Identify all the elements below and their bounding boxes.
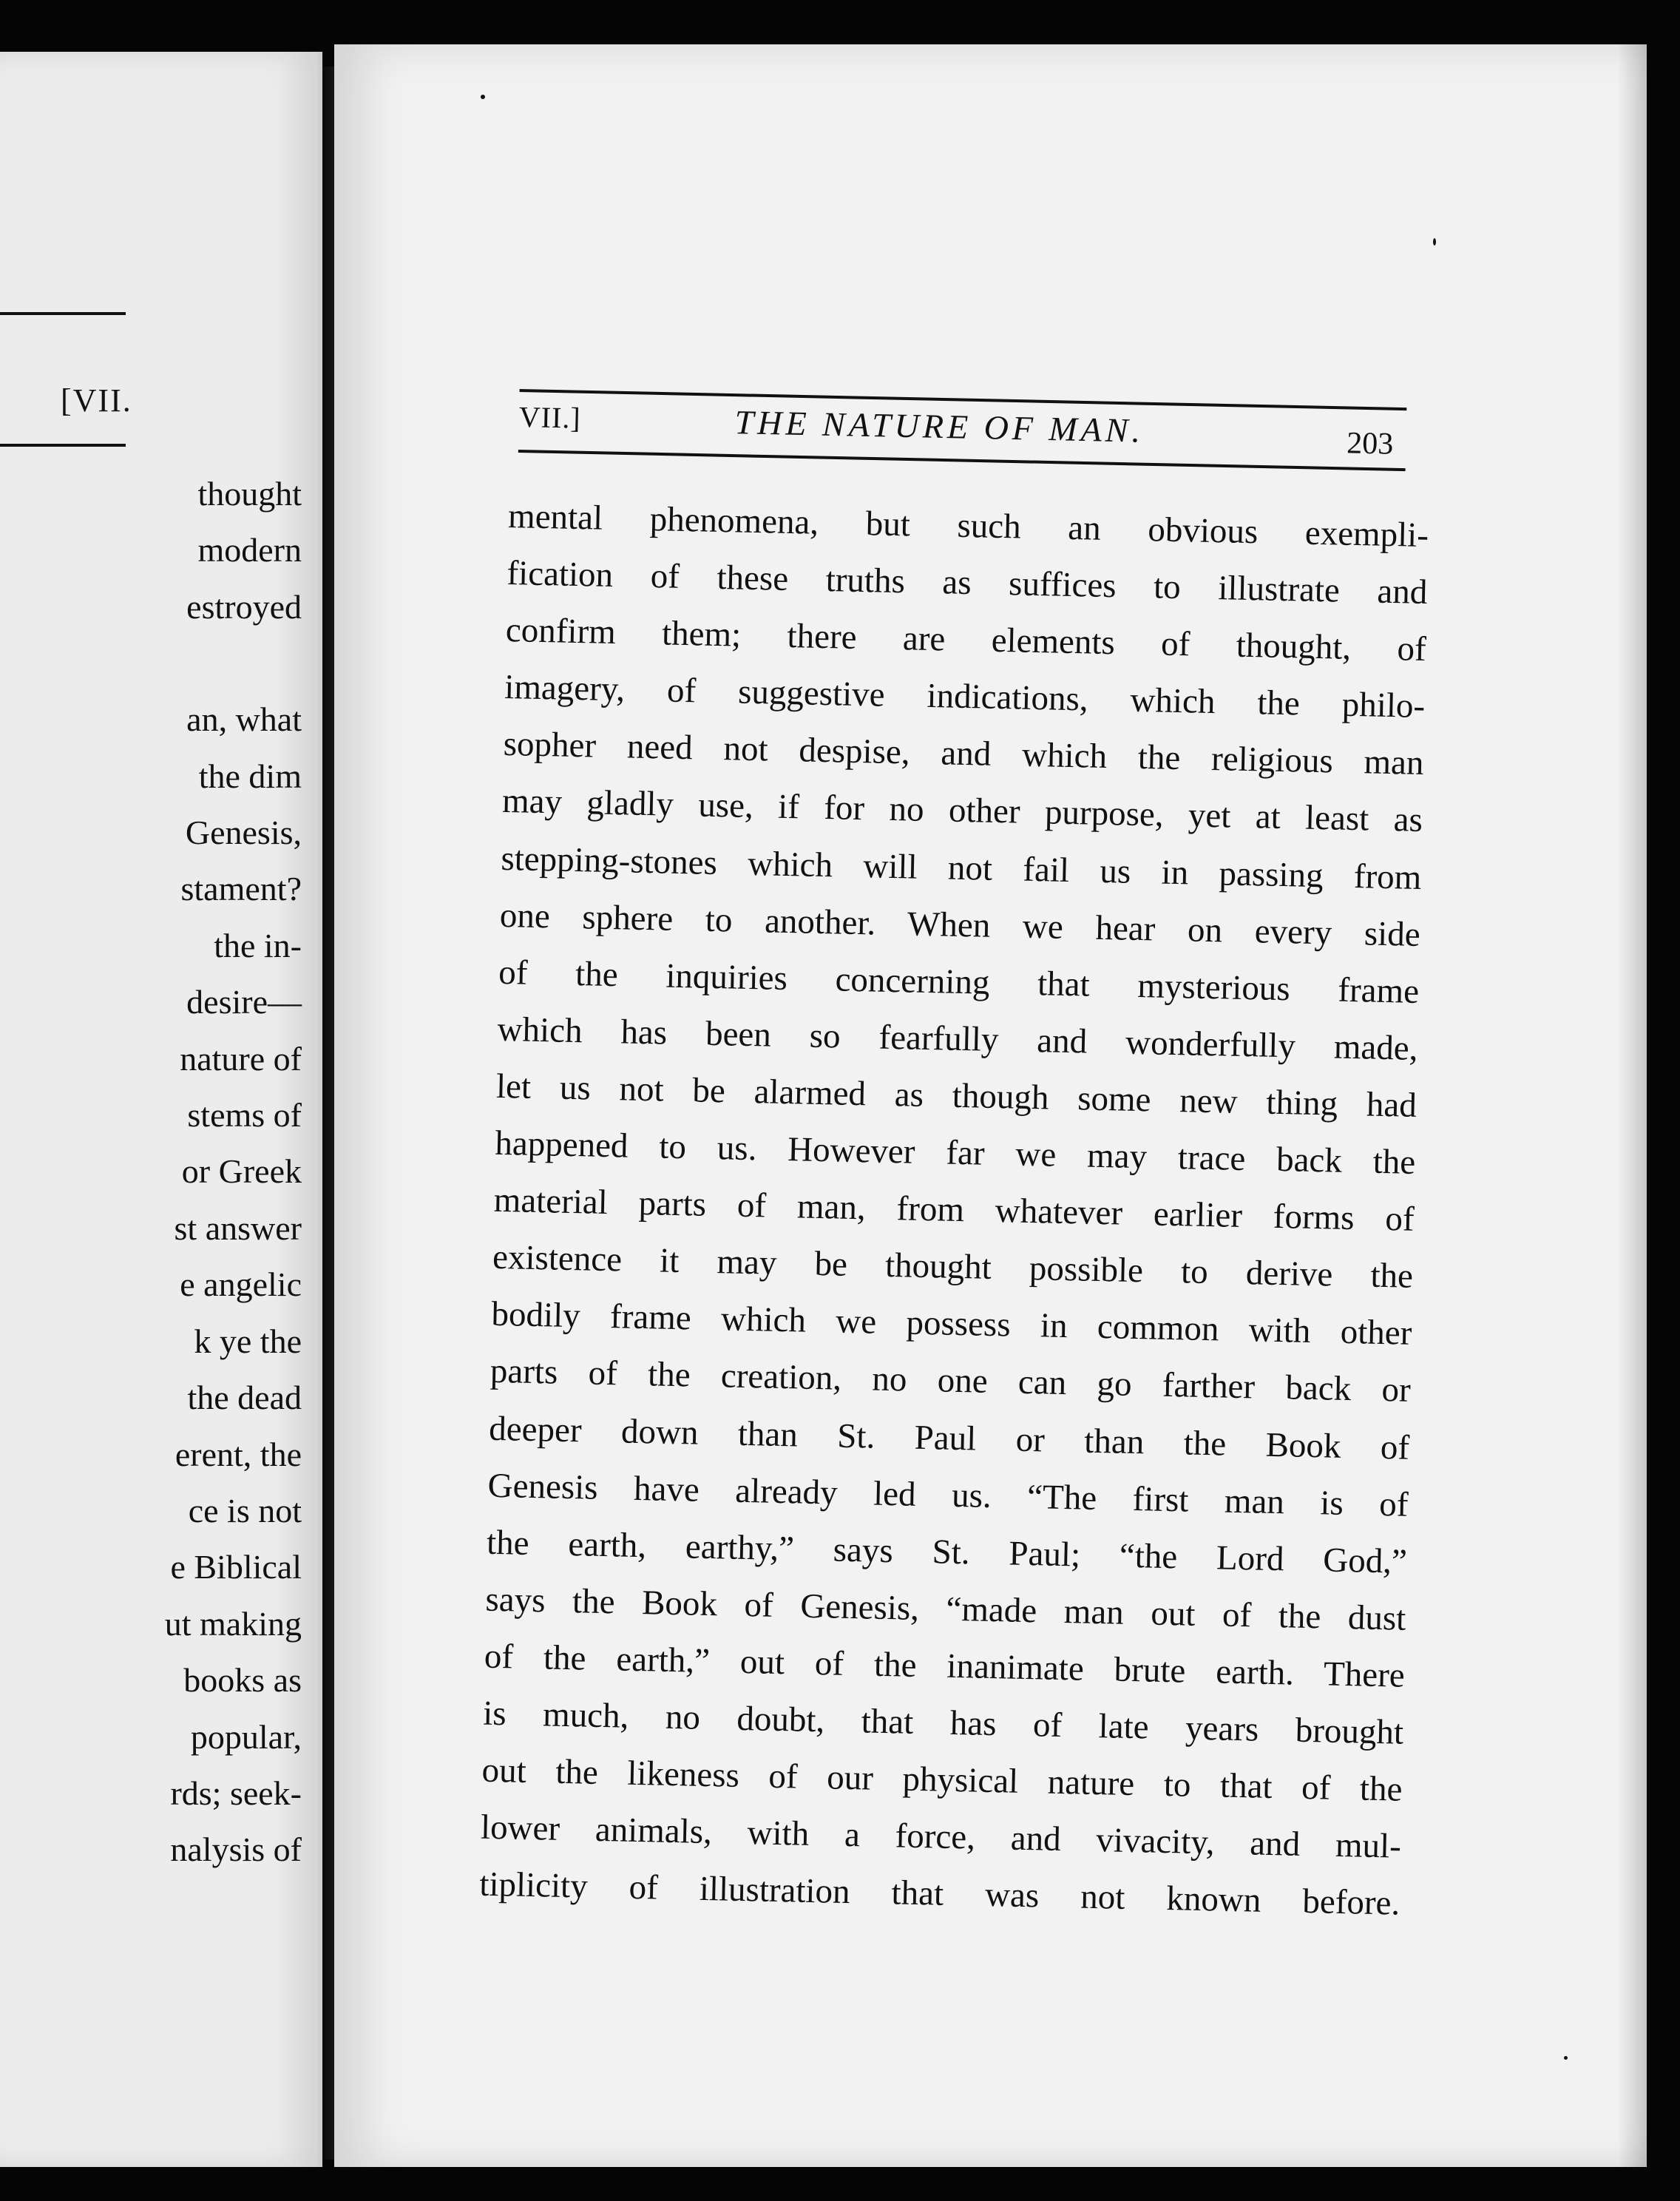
body-text-line: may gladly use, if for no other purpose, yet at least as (501, 782, 1423, 840)
body-text-line: let us not be alarmed as though some new thing had (495, 1066, 1418, 1125)
body-text-line: bodily frame which we possess in common with other (491, 1295, 1412, 1353)
left-page-line: stament? (180, 870, 302, 908)
scan-speck (1433, 238, 1436, 246)
body-text-line: sopher need not despise, and which the religious man (503, 725, 1425, 783)
left-page-line: desire— (186, 983, 302, 1021)
left-page-line: thought (197, 475, 302, 513)
left-page-line: modern (197, 531, 302, 569)
left-page-line: Genesis, (185, 814, 302, 852)
left-page-text (0, 466, 302, 1879)
left-page-line: the dead (187, 1379, 302, 1417)
body-text-line: says the Book of Genesis, “made man out of the dust (484, 1580, 1406, 1638)
left-page-line: books as (183, 1661, 302, 1700)
right-page (334, 44, 1647, 2167)
left-page-line: stems of (187, 1096, 302, 1135)
body-text-line: deeper down than St. Paul or than the Book of (488, 1409, 1410, 1467)
body-text-line: material parts of man, from whatever earlier forms of (493, 1180, 1415, 1239)
left-page-line: erent, the (175, 1435, 302, 1473)
chapter-mark: VII.] (518, 399, 582, 435)
left-running-head: [VII. (61, 382, 132, 419)
left-header-rule-bottom (0, 444, 126, 447)
body-text-line: imagery, of suggestive indications, which the philo- (504, 668, 1426, 726)
left-page-line: ut making (164, 1604, 302, 1643)
left-page-line-gap (0, 635, 302, 692)
body-text-line: confirm them; there are elements of thought, of (505, 611, 1427, 669)
left-page-line: e Biblical (170, 1548, 302, 1586)
left-page-line: the dim (198, 757, 302, 795)
body-text-line: is much, no doubt, that has of late years brought (482, 1694, 1404, 1752)
page-edge-shadow (1617, 44, 1647, 2167)
left-page-line: rds; seek- (170, 1774, 302, 1812)
left-page-line: estroyed (186, 587, 302, 626)
scan-speck (481, 95, 485, 99)
body-text-line: mental phenomena, but such an obvious exempli- (507, 496, 1429, 555)
left-page-line: nature of (180, 1039, 302, 1078)
body-text (479, 488, 1429, 1933)
body-text-line: of the earth,” out of the inanimate brute earth. There (484, 1637, 1406, 1695)
body-text-line: of the inquiries concerning that mysterious frame (498, 953, 1420, 1011)
left-page-line: e angelic (180, 1265, 302, 1304)
running-head-rule-bottom (518, 450, 1406, 471)
body-text-line: parts of the creation, no one can go farther back or (490, 1352, 1412, 1410)
body-text-line: the earth, earthy,” says St. Paul; “the Lord God,” (486, 1523, 1408, 1581)
scan-speck (1564, 2056, 1568, 2060)
left-header-rule-top (0, 312, 126, 315)
body-text-line: one sphere to another. When we hear on every side (499, 896, 1421, 954)
body-text-line: happened to us. However far we may trace back the (494, 1123, 1416, 1182)
running-head (518, 340, 1407, 489)
left-page-line: an, what (186, 700, 302, 739)
left-page-line: k ye the (194, 1322, 302, 1360)
body-text-line: out the likeness of our physical nature to that of the (481, 1751, 1403, 1809)
left-page-line: nalysis of (170, 1830, 302, 1869)
body-text-line: stepping-stones which will not fail us in passing from (500, 839, 1422, 897)
left-page-line: ce is not (188, 1491, 302, 1529)
left-page-line: the in- (214, 926, 302, 964)
page-number: 203 (1346, 426, 1394, 462)
left-page-line: popular, (190, 1717, 302, 1756)
running-title: THE NATURE OF MAN. (734, 403, 1145, 450)
body-text-line: Genesis have already led us. “The first man is of (487, 1466, 1409, 1524)
left-facing-page (0, 52, 322, 2167)
body-text-line: existence it may be thought possible to derive the (492, 1237, 1414, 1296)
body-text-line: fication of these truths as suffices to illustrate and (507, 554, 1428, 612)
body-text-line: which has been so fearfully and wonderfully made, (497, 1010, 1418, 1068)
left-page-line: st answer (174, 1208, 302, 1247)
body-text-line: tiplicity of illustration that was not known before. (478, 1864, 1400, 1923)
body-text-line: lower animals, with a force, and vivacity, and mul- (480, 1808, 1402, 1866)
left-page-line: or Greek (181, 1152, 302, 1191)
